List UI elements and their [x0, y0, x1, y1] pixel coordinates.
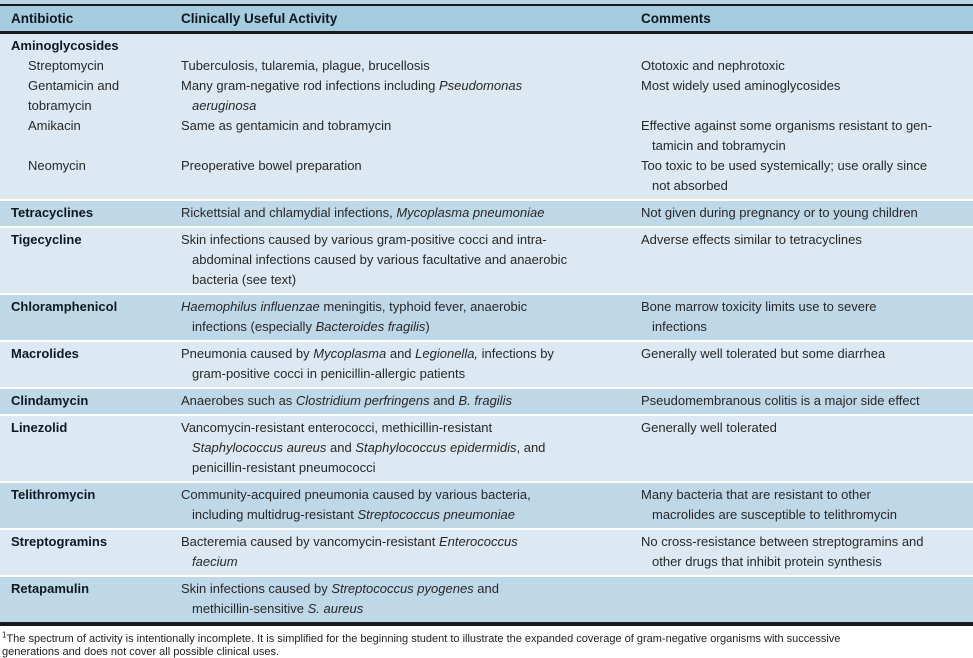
text-line: Vancomycin-resistant enterococci, methicillin-resistant — [181, 420, 493, 435]
table-group — [0, 483, 973, 530]
text-line: Skin infections caused by Streptococcus pyogenes and — [181, 581, 499, 596]
text-line: Chloramphenicol — [11, 299, 118, 314]
activity-cell — [181, 485, 641, 525]
text-line: macrolides are susceptible to telithromycin — [652, 507, 897, 522]
table-row — [0, 230, 973, 290]
antibiotic-cell — [0, 156, 181, 196]
antibiotic-cell — [0, 36, 181, 56]
antibiotic-cell — [0, 344, 181, 384]
activity-cell — [181, 579, 641, 619]
table-row — [0, 56, 973, 76]
text-line: generations and does not cover all possible clinical uses. — [2, 646, 279, 658]
table-group — [0, 34, 973, 201]
text-line: Neomycin — [28, 158, 86, 173]
text-line: Amikacin — [28, 118, 81, 133]
text-line: Linezolid — [11, 420, 68, 435]
antibiotic-cell — [0, 297, 181, 337]
table-group — [0, 228, 973, 295]
comments-cell — [641, 391, 973, 411]
text-line: bacteria (see text) — [192, 272, 297, 287]
text-line: gram-positive cocci in penicillin-allergic patients — [192, 366, 466, 381]
antibiotic-cell — [0, 203, 181, 223]
table-group — [0, 577, 973, 622]
text-line: No cross-resistance between streptogramins and — [641, 534, 924, 549]
comments-cell — [641, 116, 973, 156]
text-line: Generally well tolerated but some diarrhea — [641, 346, 886, 361]
activity-cell — [181, 532, 641, 572]
text-line: Ototoxic and nephrotoxic — [641, 58, 785, 73]
table-row — [0, 297, 973, 337]
comments-cell — [641, 532, 973, 572]
comments-cell — [641, 579, 973, 619]
text-line: Community-acquired pneumonia caused by various bacteria, — [181, 487, 531, 502]
table-body — [0, 34, 973, 622]
antibiotic-cell — [0, 485, 181, 525]
text-line: Pneumonia caused by Mycoplasma and Legionella, infections by — [181, 346, 554, 361]
table-row — [0, 156, 973, 196]
text-line: Haemophilus influenzae meningitis, typhoid fever, anaerobic — [181, 299, 528, 314]
table-row — [0, 344, 973, 384]
comments-cell — [641, 36, 973, 56]
antibiotic-cell — [0, 230, 181, 290]
text-line: Retapamulin — [11, 581, 90, 596]
table-row — [0, 36, 973, 56]
text-line: infections (especially Bacteroides fragilis) — [192, 319, 430, 334]
antibiotic-cell — [0, 76, 181, 116]
text-line: Too toxic to be used systemically; use orally since — [641, 158, 928, 173]
comments-cell — [641, 297, 973, 337]
footnote — [0, 626, 973, 658]
text-line: Clindamycin — [11, 393, 89, 408]
text-line: Rickettsial and chlamydial infections, Mycoplasma pneumoniae — [181, 205, 545, 220]
table-row — [0, 76, 973, 116]
activity-cell — [181, 116, 641, 156]
text-line: Generally well tolerated — [641, 420, 777, 435]
text-line: Aminoglycosides — [11, 38, 119, 53]
text-line: Effective against some organisms resistant to gen- — [641, 118, 932, 133]
activity-cell — [181, 418, 641, 478]
activity-cell — [181, 230, 641, 290]
text-line: other drugs that inhibit protein synthesis — [652, 554, 882, 569]
activity-cell — [181, 391, 641, 411]
text-line: Streptogramins — [11, 534, 108, 549]
text-line: Staphylococcus aureus and Staphylococcus epidermidis, and — [192, 440, 546, 455]
table-row — [0, 116, 973, 156]
text-line: including multidrug-resistant Streptococcus pneumoniae — [192, 507, 516, 522]
activity-cell — [181, 203, 641, 223]
text-line: Tigecycline — [11, 232, 82, 247]
text-line: Bone marrow toxicity limits use to severe — [641, 299, 877, 314]
text-line: Many gram-negative rod infections including Pseudomonas — [181, 78, 523, 93]
text-line: Anaerobes such as Clostridium perfringens and B. fragilis — [181, 393, 512, 408]
text-line: Adverse effects similar to tetracyclines — [641, 232, 862, 247]
text-line: Most widely used aminoglycosides — [641, 78, 841, 93]
column-header-antibiotic: Antibiotic — [11, 11, 74, 26]
table-group — [0, 389, 973, 416]
antibiotic-cell — [0, 116, 181, 156]
table-row — [0, 485, 973, 525]
text-line: Preoperative bowel preparation — [181, 158, 362, 173]
activity-cell — [181, 344, 641, 384]
activity-cell — [181, 36, 641, 56]
text-line: $^1$The spectrum of activity is intentionally incomplete. It is simplified for the beginning student to illustrate the expanded coverage of gram-negative organisms with successive — [2, 630, 841, 645]
text-line: infections — [652, 319, 707, 334]
table-group — [0, 201, 973, 228]
text-line: Skin infections caused by various gram-positive cocci and intra- — [181, 232, 547, 247]
comments-cell — [641, 76, 973, 116]
table-row — [0, 532, 973, 572]
antibiotic-cell — [0, 391, 181, 411]
antibiotic-cell — [0, 56, 181, 76]
text-line: Same as gentamicin and tobramycin — [181, 118, 392, 133]
activity-cell — [181, 76, 641, 116]
activity-cell — [181, 56, 641, 76]
comments-cell — [641, 485, 973, 525]
table-row — [0, 203, 973, 223]
text-line: methicillin-sensitive S. aureus — [192, 601, 364, 616]
text-line: Telithromycin — [11, 487, 96, 502]
table-group — [0, 530, 973, 577]
text-line: Streptomycin — [28, 58, 104, 73]
antibiotic-cell — [0, 579, 181, 619]
comments-cell — [641, 203, 973, 223]
text-line: Macrolides — [11, 346, 79, 361]
text-line: Pseudomembranous colitis is a major side effect — [641, 393, 920, 408]
comments-cell — [641, 230, 973, 290]
text-line: penicillin-resistant pneumococci — [192, 460, 376, 475]
comments-cell — [641, 56, 973, 76]
table-group — [0, 342, 973, 389]
text-line: not absorbed — [652, 178, 728, 193]
text-line: aeruginosa — [192, 98, 257, 113]
table-group — [0, 295, 973, 342]
text-line: Tetracyclines — [11, 205, 94, 220]
antibiotic-cell — [0, 418, 181, 478]
comments-cell — [641, 156, 973, 196]
text-line: Not given during pregnancy or to young children — [641, 205, 918, 220]
comments-cell — [641, 344, 973, 384]
antibiotic-cell — [0, 532, 181, 572]
text-line: Many bacteria that are resistant to other — [641, 487, 871, 502]
table-row — [0, 579, 973, 619]
comments-cell — [641, 418, 973, 478]
activity-cell — [181, 156, 641, 196]
column-header-activity: Clinically Useful Activity — [181, 11, 338, 26]
table-row — [0, 418, 973, 478]
text-line: Gentamicin and — [28, 78, 120, 93]
text-line: Bacteremia caused by vancomycin-resistant Enterococcus — [181, 534, 518, 549]
text-line: Tuberculosis, tularemia, plague, brucellosis — [181, 58, 430, 73]
table-row — [0, 391, 973, 411]
table-group — [0, 416, 973, 483]
text-line: tamicin and tobramycin — [652, 138, 786, 153]
text-line: abdominal infections caused by various facultative and anaerobic — [192, 252, 568, 267]
table-header-row — [0, 6, 973, 31]
text-line: faecium — [192, 554, 238, 569]
column-header-comments: Comments — [641, 11, 711, 26]
activity-cell — [181, 297, 641, 337]
text-line: tobramycin — [28, 98, 92, 113]
